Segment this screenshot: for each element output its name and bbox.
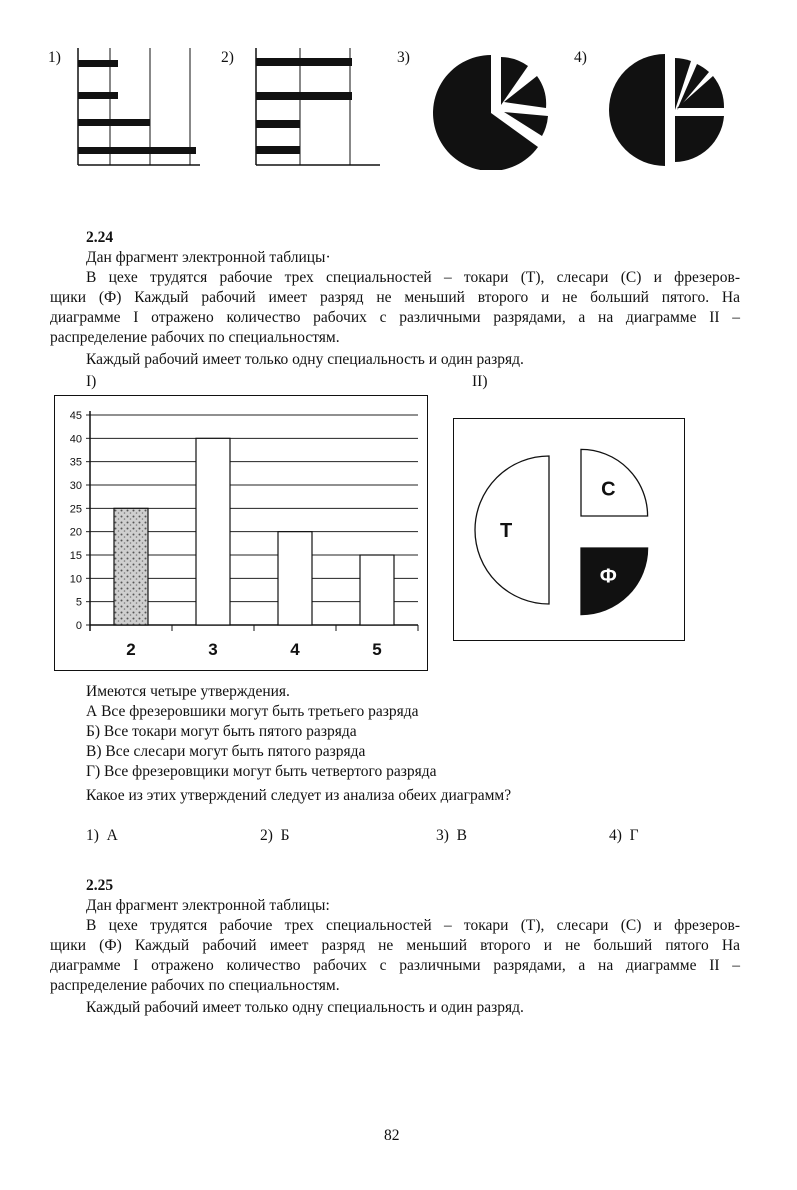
- question: Какое из этих утверждений следует из анализа обеих диаграмм?: [86, 787, 512, 804]
- option-2-bar: [256, 58, 352, 66]
- y-tick-label: 5: [75, 596, 82, 609]
- option-1-bar: [78, 119, 150, 126]
- pie-chart: [453, 418, 685, 641]
- option-label-1: 1): [48, 49, 61, 66]
- paragraph-line: щики (Ф) Каждый рабочий имеет разряд не меньший второго и не больший пятого. На: [50, 289, 740, 306]
- x-tick-label: 4: [290, 640, 300, 659]
- paragraph-line: Каждый рабочий имеет только одну специальность и один разряд.: [86, 999, 524, 1016]
- y-tick-label: 30: [69, 480, 82, 492]
- statement-item: Г) Все фрезеровщики могут быть четвертого разряда: [86, 763, 437, 780]
- y-tick-label: 20: [69, 526, 82, 539]
- paragraph-line: В цехе трудятся рабочие трех специальностей – токари (Т), слесари (С) и фрезеров-: [86, 917, 740, 934]
- answer-number: 4): [609, 827, 622, 844]
- option-1-bar: [78, 147, 196, 154]
- diagram-label-first: I): [86, 373, 97, 390]
- option-2-bar: [256, 146, 300, 154]
- y-tick-label: 15: [69, 550, 82, 562]
- option-diagram-3: [428, 50, 553, 170]
- answer-option[interactable]: [86, 826, 118, 846]
- y-tick-label: 40: [69, 433, 82, 446]
- bar-chart: [54, 395, 428, 671]
- x-tick-label: 3: [208, 640, 218, 659]
- answer-text: В: [456, 827, 468, 844]
- statement-item: А Все фрезеровшики могут быть третьего разряда: [86, 703, 419, 720]
- option-2-bar: [256, 120, 300, 128]
- statement-item: В) Все слесари могут быть пятого разряда: [86, 743, 366, 760]
- paragraph-line: Каждый рабочий имеет только одну специальность и один разряд.: [86, 351, 524, 368]
- bar: [278, 532, 312, 625]
- option-diagram-4: [605, 50, 730, 170]
- option-4-slice: [609, 54, 665, 166]
- problem-number: 2.24: [86, 229, 114, 246]
- option-1-bar: [78, 60, 118, 67]
- problem-intro: Дан фрагмент электронной таблицы:: [86, 897, 330, 914]
- x-tick-label: 5: [372, 640, 382, 659]
- answer-text: А: [106, 827, 118, 844]
- option-label-4: 4): [574, 49, 587, 66]
- bar: [114, 508, 148, 625]
- bar: [360, 555, 394, 625]
- paragraph-line: распределение рабочих по специальностям.: [50, 329, 340, 346]
- y-tick-label: 25: [69, 503, 82, 516]
- paragraph-line: диаграмме I отражено количество рабочих с различными разрядами, а на диаграмме II –: [50, 309, 740, 326]
- pie-slice-label: С: [601, 478, 616, 501]
- problem-intro: Дан фрагмент электронной таблицы·: [86, 249, 331, 266]
- bar: [196, 438, 230, 625]
- option-1-bar: [78, 92, 118, 99]
- option-label-3: 3): [397, 49, 410, 66]
- option-diagram-1: [70, 40, 210, 170]
- y-tick-label: 45: [69, 410, 82, 422]
- option-diagram-2: [250, 40, 390, 170]
- diagram-label-second: II): [472, 373, 488, 390]
- pie-slice-label: Ф: [599, 565, 617, 588]
- answer-number: 3): [436, 827, 449, 844]
- answer-option[interactable]: [609, 826, 639, 846]
- answer-option[interactable]: [436, 826, 467, 846]
- problem-number: 2.25: [86, 877, 114, 894]
- paragraph-line: В цехе трудятся рабочие трех специальностей – токари (Т), слесари (С) и фрезеров-: [86, 269, 740, 286]
- statements-intro: Имеются четыре утверждения.: [86, 683, 290, 700]
- paragraph-line: диаграмме I отражено количество рабочих с различными разрядами, а на диаграмме II –: [50, 957, 740, 974]
- paragraph-line: щики (Ф) Каждый рабочий имеет разряд не меньший второго и не больший пятого Нa: [50, 937, 740, 954]
- y-tick-label: 10: [69, 573, 82, 586]
- statement-item: Б) Все токари могут быть пятого разряда: [86, 723, 357, 740]
- answer-number: 2): [260, 827, 273, 844]
- option-4-slice: [675, 116, 724, 162]
- answer-text: Г: [629, 827, 639, 844]
- x-tick-label: 2: [126, 640, 136, 659]
- answer-number: 1): [86, 827, 99, 844]
- y-tick-label: 0: [75, 620, 82, 632]
- y-tick-label: 35: [69, 456, 82, 469]
- pie-slice-label: Т: [499, 520, 513, 542]
- paragraph-line: распределение рабочих по специальностям.: [50, 977, 340, 994]
- option-2-bar: [256, 92, 352, 100]
- answer-text: Б: [280, 827, 290, 844]
- answer-option[interactable]: [260, 826, 290, 846]
- option-label-2: 2): [221, 49, 234, 66]
- page-number: 82: [384, 1127, 400, 1144]
